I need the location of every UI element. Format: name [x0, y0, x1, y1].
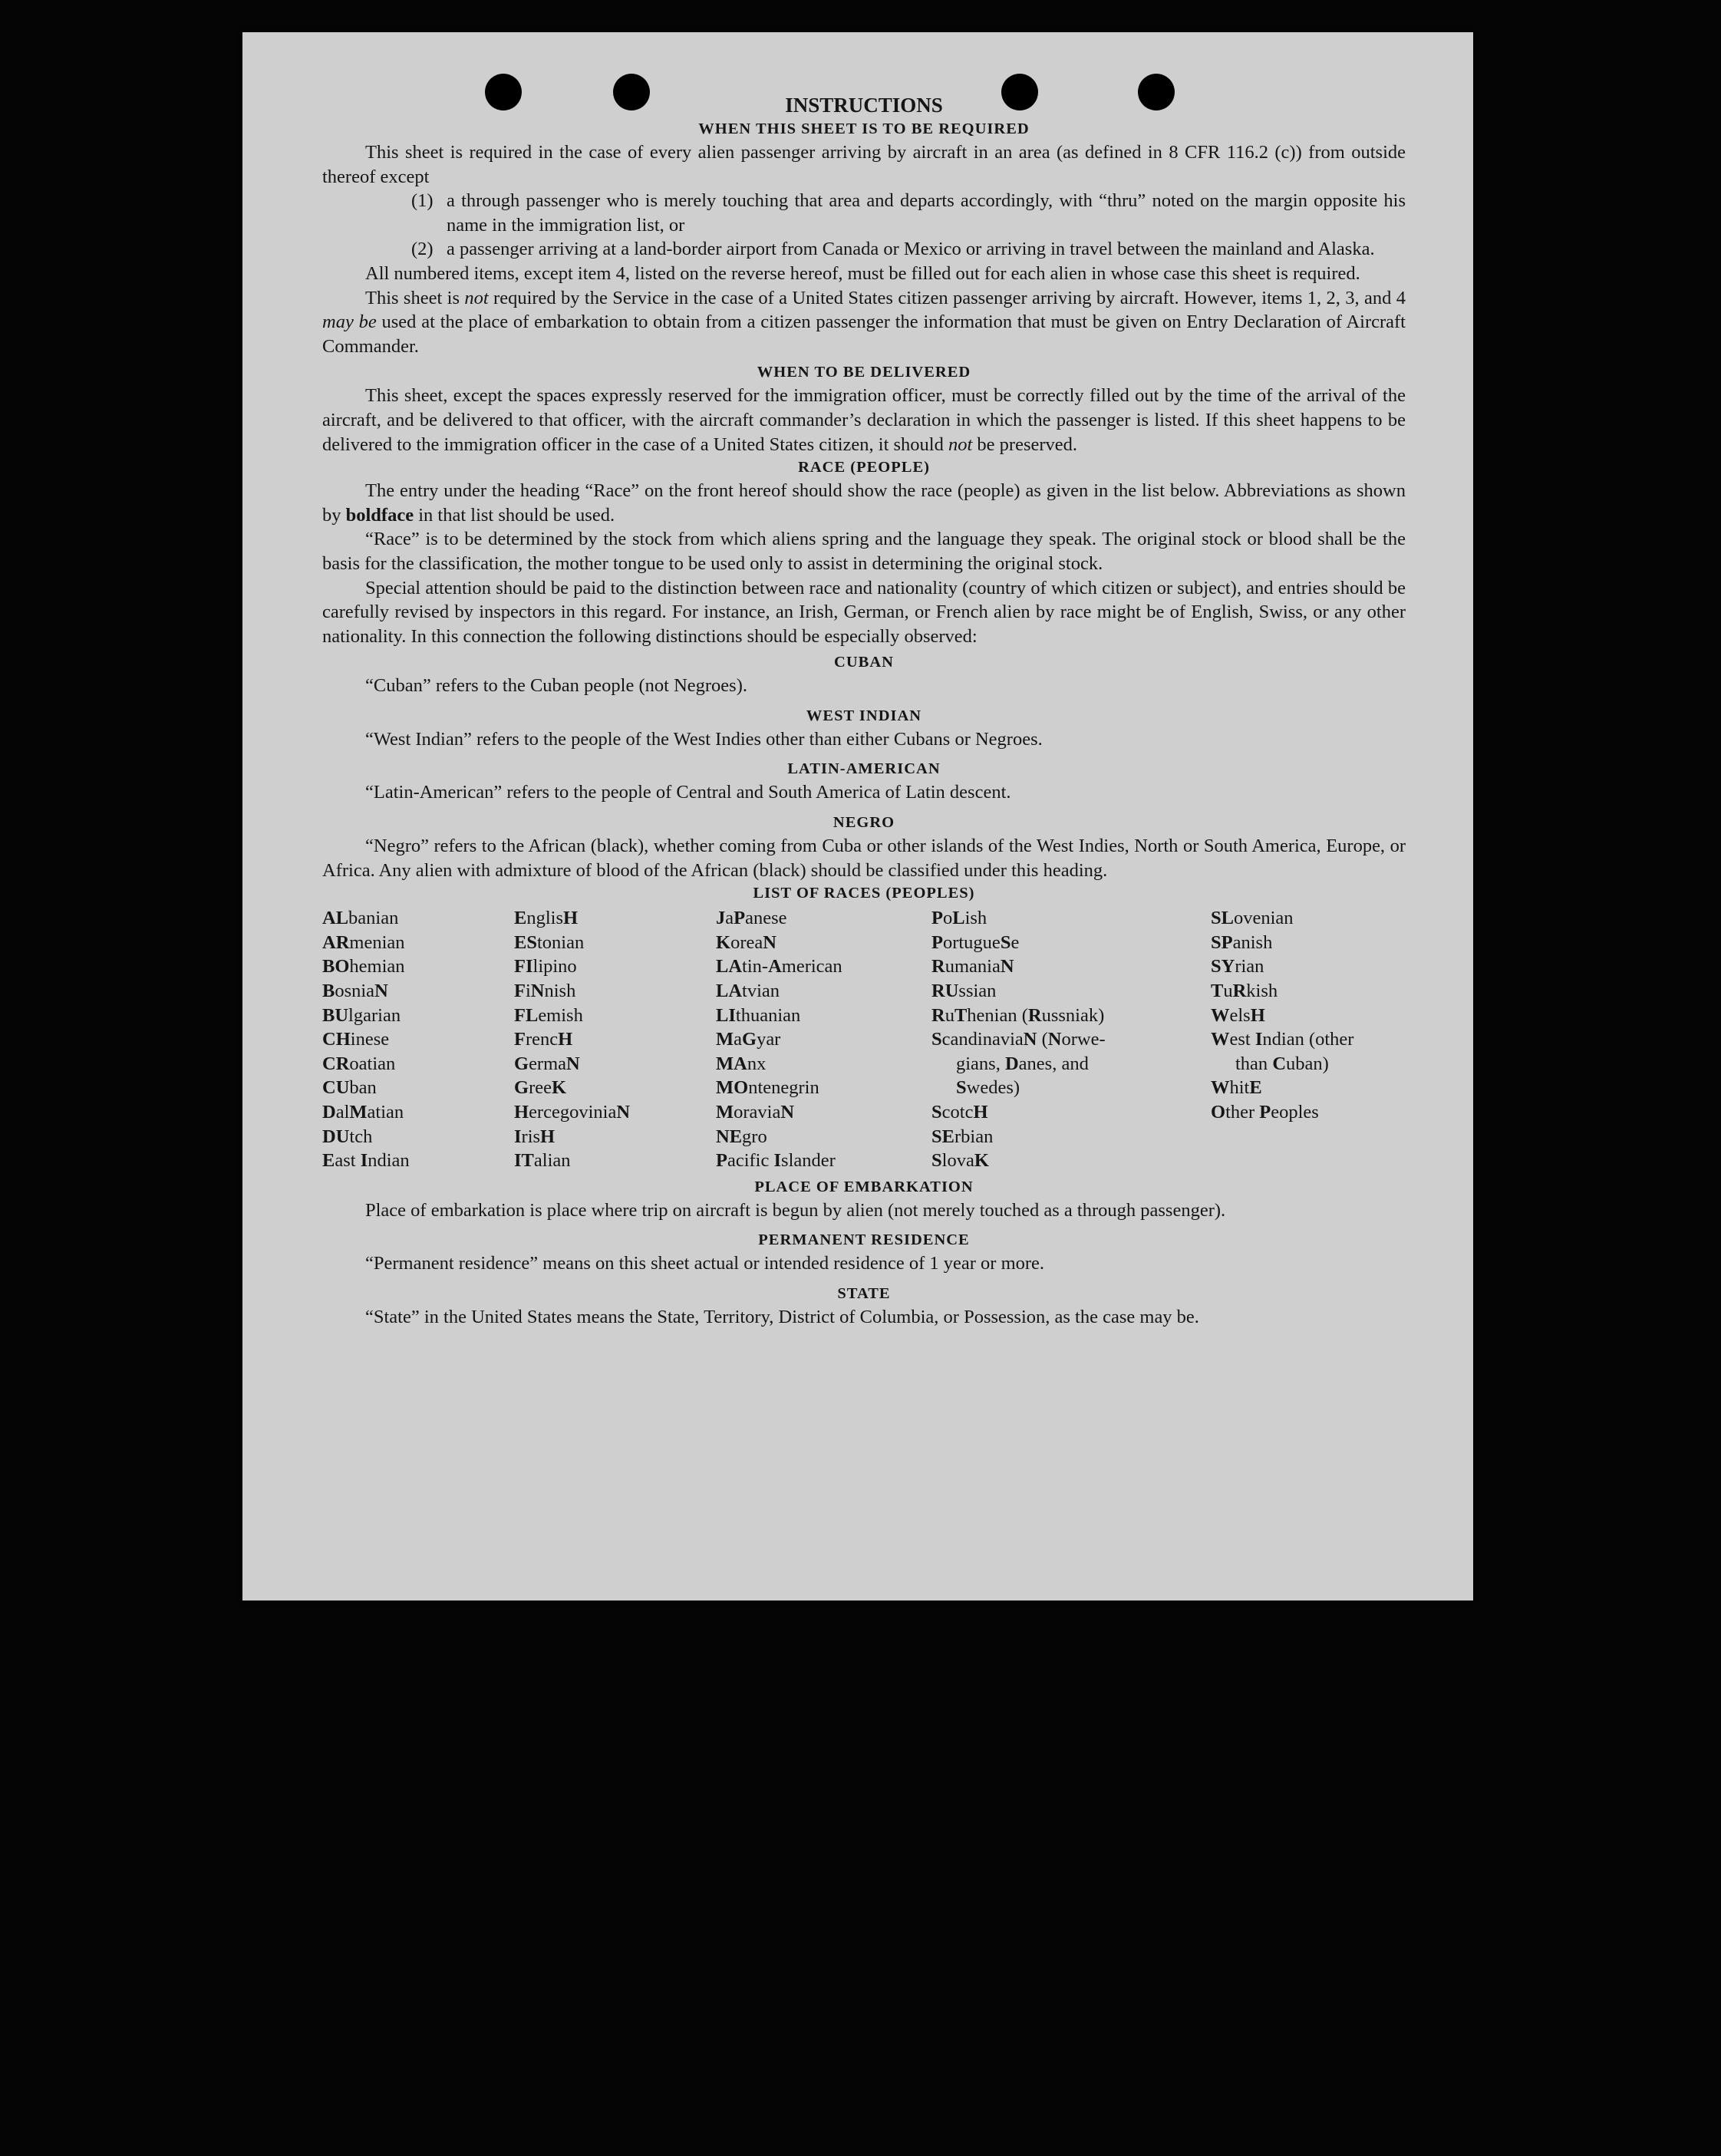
embarkation-text: Place of embarkation is place where trip on aircraft is begun by alien (not merely touched as a through passenger).: [365, 1199, 1226, 1221]
residence-text: “Permanent residence” means on this sheet actual or intended residence of 1 year or more.: [365, 1253, 1045, 1274]
race-entry: MaGyar: [716, 1029, 781, 1050]
race-entry: ALbanian: [322, 908, 399, 929]
race-entry: CHinese: [322, 1029, 390, 1050]
race-entry: EnglisH: [514, 908, 579, 929]
race-entry: Swedes): [956, 1077, 1020, 1099]
race-entry: gians, Danes, and: [956, 1053, 1089, 1074]
race-entry: WhitE: [1211, 1077, 1262, 1099]
heading-races-list: LIST OF RACES (PEOPLES): [753, 885, 975, 902]
required-intro: This sheet is required in the case of every alien passenger arriving by aircraft in an area (as defined in 8 CFR 116.2 (c)) from outside thereof except: [322, 142, 1406, 187]
heading-state: STATE: [837, 1284, 891, 1302]
negro-text: “Negro” refers to the African (black), whether coming from Cuba or other islands of the West Indies, North or South America, Europe, or Africa. Any alien with admixture of blood of the African (black) should be classified under this heading.: [322, 836, 1406, 881]
races-column-3: [716, 906, 931, 1173]
race-entry: RUssian: [931, 981, 997, 1002]
race-entry: SErbian: [931, 1126, 994, 1147]
cuban-text: “Cuban” refers to the Cuban people (not Negroes).: [365, 675, 747, 697]
heading-delivered: WHEN TO BE DELIVERED: [757, 364, 971, 381]
race-entry: East Indian: [322, 1150, 410, 1172]
races-list: [322, 906, 1406, 1173]
heading-race: RACE (PEOPLE): [798, 459, 930, 476]
race-entry: West Indian (other: [1211, 1029, 1354, 1050]
heading-latin-american: LATIN-AMERICAN: [787, 760, 941, 778]
races-column-2: [514, 906, 716, 1173]
west-indian-text: “West Indian” refers to the people of the West Indies other than either Cubans or Negroes.: [365, 728, 1043, 750]
race-entry: PortugueSe: [931, 931, 1020, 953]
text-run: This sheet is: [365, 287, 465, 308]
race-entry: LIthuanian: [716, 1004, 801, 1026]
race-entry: CRoatian: [322, 1053, 396, 1074]
race-entry: SYrian: [1211, 956, 1264, 977]
race-entry: FrencH: [514, 1029, 573, 1050]
race-entry-text: [322, 479, 1406, 527]
heading-embarkation: PLACE OF EMBARKATION: [754, 1178, 974, 1195]
item-text: a through passenger who is merely touching that area and departs accordingly, with “thru” noted on the margin opposite his name in the immigration list, or: [447, 190, 1406, 236]
race-entry: RumaniaN: [931, 956, 1014, 977]
race-entry: JaPanese: [716, 908, 787, 929]
races-column-4: [931, 906, 1211, 1173]
race-entry: FIlipino: [514, 956, 577, 977]
race-entry: EStonian: [514, 931, 585, 953]
race-entry: GreeK: [514, 1077, 567, 1099]
emphasis-boldface: boldface: [345, 504, 414, 526]
race-entry: LAtvian: [716, 981, 780, 1002]
race-entry: ITalian: [514, 1150, 571, 1172]
race-entry: SLovenian: [1211, 908, 1294, 929]
emphasis-not: not: [948, 434, 973, 455]
race-entry: SlovaK: [931, 1150, 989, 1172]
text-run: used at the place of embarkation to obtain from a citizen passenger the information that must be given on Entry Declaration of Aircraft Commander.: [322, 312, 1406, 357]
race-entry: than Cuban): [1235, 1053, 1329, 1074]
required-citizen-note: [322, 286, 1406, 359]
heading-negro: NEGRO: [832, 814, 895, 832]
race-entry: PoLish: [931, 908, 987, 929]
race-entry: BosniaN: [322, 981, 388, 1002]
text-run: The entry under the heading “Race” on the front hereof should show the race (people) as given in the list below. Abbreviations as shown by: [322, 480, 1406, 526]
latin-american-text: “Latin-American” refers to the people of Central and South America of Latin descent.: [365, 782, 1011, 803]
race-entry: Other Peoples: [1211, 1102, 1319, 1123]
emphasis-may-be: may be: [322, 312, 377, 333]
race-entry: ScandinaviaN (Norwe-: [931, 1029, 1106, 1050]
delivered-text: [322, 384, 1406, 457]
race-stock-text: “Race” is to be determined by the stock from which aliens spring and the language they speak. The original stock or blood shall be the basis for the classification, the mother tongue to be used only to assist in determining the original stock.: [322, 529, 1406, 574]
race-entry: ScotcH: [931, 1102, 988, 1123]
race-entry: ARmenian: [322, 931, 405, 953]
race-entry: DalMatian: [322, 1102, 404, 1123]
race-entry: FLemish: [514, 1004, 583, 1026]
item-text: a passenger arriving at a land-border airport from Canada or Mexico or arriving in travel between the mainland and Alaska.: [447, 239, 1375, 260]
race-entry: WelsH: [1211, 1004, 1265, 1026]
race-entry: CUban: [322, 1077, 377, 1099]
race-entry: GermaN: [514, 1053, 580, 1074]
exception-item-1: [411, 189, 1406, 237]
text-run: This sheet, except the spaces expressly reserved for the immigration officer, must be correctly filled out by the time of the arrival of the aircraft, and be delivered to that officer, with the aircraft commander’s declaration in which the passenger is listed. If this sheet happens to be delivered to the immigration officer in the case of a United States citizen, it should: [322, 385, 1406, 455]
races-column-5: [1211, 906, 1406, 1173]
heading-cuban: CUBAN: [834, 654, 894, 671]
required-numbered-items: All numbered items, except item 4, listed on the reverse hereof, must be filled out for each alien in whose case this sheet is required.: [365, 262, 1360, 284]
text-run: in that list should be used.: [414, 504, 615, 526]
race-entry: BOhemian: [322, 956, 405, 977]
heading-west-indian: WEST INDIAN: [806, 707, 922, 724]
page-title: INSTRUCTIONS: [785, 94, 943, 117]
text-run: be preserved.: [972, 434, 1078, 455]
race-entry: MAnx: [716, 1053, 767, 1074]
text-run: required by the Service in the case of a United States citizen passenger arriving by aircraft. However, items 1, 2, 3, and 4: [488, 287, 1406, 308]
race-entry: MOntenegrin: [716, 1077, 819, 1099]
item-number: (1): [411, 190, 434, 212]
race-entry: RuThenian (Russniak): [931, 1004, 1105, 1026]
heading-residence: PERMANENT RESIDENCE: [758, 1231, 970, 1249]
race-entry: FiNnish: [514, 981, 576, 1002]
race-entry: BUlgarian: [322, 1004, 401, 1026]
race-entry: DUtch: [322, 1126, 373, 1147]
race-entry: SPanish: [1211, 931, 1273, 953]
exception-item-2: [411, 237, 1406, 262]
race-entry: IrisH: [514, 1126, 556, 1147]
instructions-content: [322, 92, 1406, 1330]
race-entry: Pacific Islander: [716, 1150, 836, 1172]
document-sheet: [242, 32, 1473, 1601]
race-entry: LAtin-American: [716, 956, 842, 977]
heading-required: WHEN THIS SHEET IS TO BE REQUIRED: [698, 120, 1030, 137]
race-entry: TuRkish: [1211, 981, 1278, 1002]
emphasis-not: not: [464, 287, 489, 308]
item-number: (2): [411, 239, 434, 260]
race-entry: MoraviaN: [716, 1102, 795, 1123]
race-entry: NEgro: [716, 1126, 767, 1147]
race-entry: KoreaN: [716, 931, 776, 953]
race-distinction-text: Special attention should be paid to the distinction between race and nationality (country of which citizen or subject), and entries should be carefully revised by inspectors in this regard. For instance, an Irish, German, or French alien by race might be of English, Swiss, or any other nationality. In this connection the following distinctions should be especially observed:: [322, 577, 1406, 647]
races-column-1: [322, 906, 514, 1173]
race-entry: HercegoviniaN: [514, 1102, 631, 1123]
state-text: “State” in the United States means the State, Territory, District of Columbia, or Possession, as the case may be.: [365, 1306, 1199, 1327]
